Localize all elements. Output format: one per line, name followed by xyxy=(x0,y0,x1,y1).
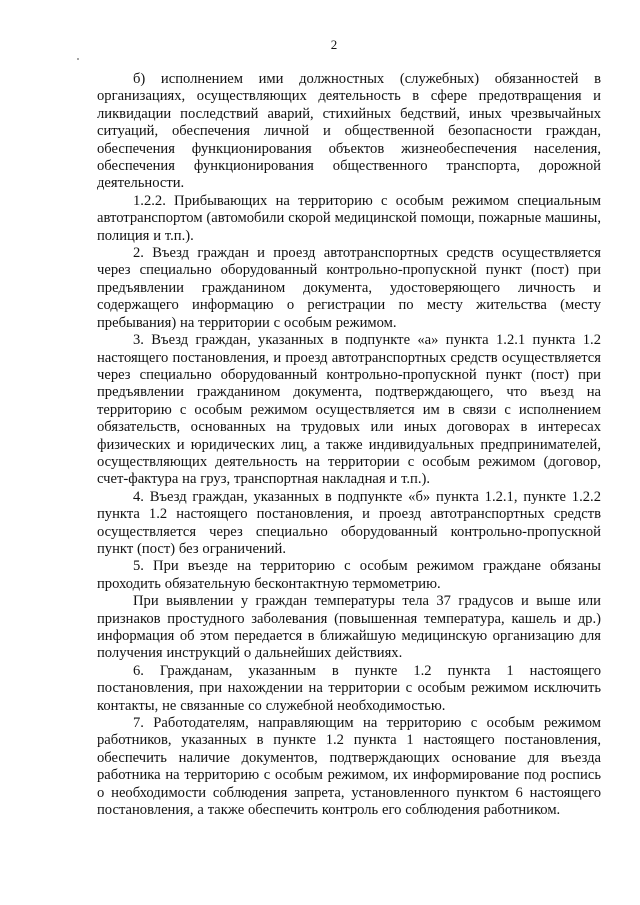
scan-speck xyxy=(77,58,79,60)
paragraph-5-temperature: При выявлении у граждан температуры тела 37 градусов и выше или признаков простудного заболевания (повышенная температура, кашель и др.) информация об этом передается в ближайшую медицинскую организацию для получения инструкций о дальнейших действиях. xyxy=(97,593,601,662)
paragraph-6: 6. Гражданам, указанным в пункте 1.2 пункта 1 настоящего постановления, при нахождении на территории с особым режимом исключить контакты, не связанные со служебной необходимостью. xyxy=(97,662,601,714)
paragraph-3: 3. Въезд граждан, указанных в подпункте «а» пункта 1.2.1 пункта 1.2 настоящего постановления, и проезд автотранспортных средств осуществляется через специально оборудованный контрольно-пропускной пункт (пост) при предъявлении гражданином документа, подтверждающего, что въезд на территорию с особым режимом осуществляется им в связи с исполнением обязательств, основанных на трудовых или иных договорах в интересах физических и юридических лиц, а также индивидуальных предпринимателей, осуществляющих деятельность на территории с особым режимом (договор, счет-фактура на груз, транспортная накладная и т.п.). xyxy=(97,332,601,488)
paragraph-b-duties: б) исполнением ими должностных (служебных) обязанностей в организациях, осуществляющих деятельность в сфере предотвращения и ликвидации последствий аварий, стихийных бедствий, иных чрезвычайных ситуаций, обеспечения личной и общественной безопасности граждан, обеспечения функционирования объектов жизнеобеспечения населения, обеспечения функционирования общественного транспорта, дорожной деятельности. xyxy=(97,71,601,192)
paragraph-4: 4. Въезд граждан, указанных в подпункте «б» пункта 1.2.1, пункте 1.2.2 пункта 1.2 настоящего постановления, и проезд автотранспортных средств осуществляется через специально оборудованный контрольно-пропускной пункт (пост) без ограничений. xyxy=(97,488,601,557)
paragraph-5: 5. При въезде на территорию с особым режимом граждане обязаны проходить обязательную бесконтактную термометрию. xyxy=(97,558,601,592)
paragraph-1-2-2: 1.2.2. Прибывающих на территорию с особым режимом специальным автотранспортом (автомобили скорой медицинской помощи, пожарные машины, полиция и т.п.). xyxy=(97,192,601,244)
document-body xyxy=(97,71,601,819)
paragraph-2: 2. Въезд граждан и проезд автотранспортных средств осуществляется через специально оборудованный контрольно-пропускной пункт (пост) при предъявлении гражданином документа, удостоверяющего личность и содержащего информацию о регистрации по месту жительства (месту пребывания) на территории с особым режимом. xyxy=(97,245,601,331)
page-number: 2 xyxy=(330,37,338,52)
paragraph-7: 7. Работодателям, направляющим на территорию с особым режимом работников, указанных в пункте 1.2 пункта 1 настоящего постановления, обеспечить наличие документов, подтверждающих основание для въезда работника на территорию с особым режимом, их информирование под роспись о необходимости соблюдения запрета, установленного пунктом 6 настоящего постановления, а также обеспечить контроль его соблюдения работником. xyxy=(97,715,601,819)
